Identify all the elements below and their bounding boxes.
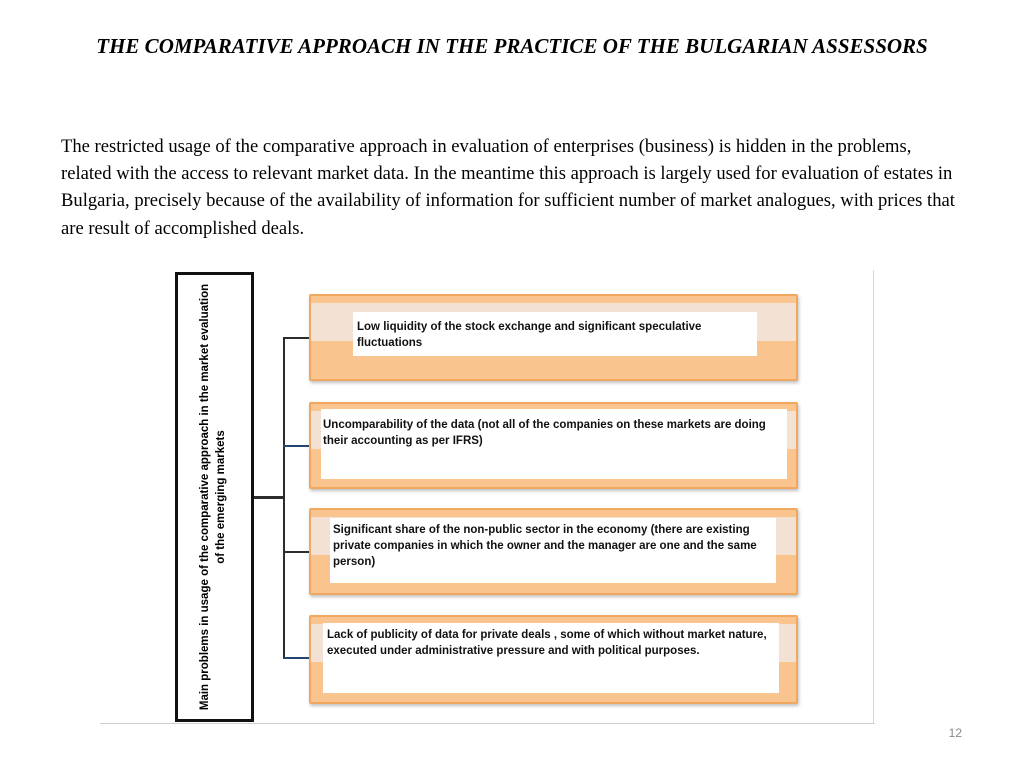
connector-branch-1 — [283, 337, 310, 339]
connector-branch-3 — [283, 551, 310, 553]
problem-text-liquidity: Low liquidity of the stock exchange and significant speculative fluctuations — [357, 321, 702, 349]
problem-text-uncomparability: Uncomparability of the data (not all of the companies on these markets are doing their accounting as per IFRS) — [323, 419, 766, 447]
connector-vertical — [283, 337, 285, 659]
problem-box-uncomparability — [309, 402, 798, 489]
problem-text-non-public-sector: Significant share of the non-public sector in the economy (there are existing private companies in which the owner and the manager are one and the same person) — [333, 524, 757, 568]
figure-border-right — [873, 270, 874, 724]
problem-box-liquidity — [309, 294, 798, 381]
connector-main-stub — [254, 496, 284, 499]
slide-title: THE COMPARATIVE APPROACH IN THE PRACTICE OF THE BULGARIAN ASSESSORS — [96, 34, 928, 58]
slide-body-text: The restricted usage of the comparative approach in evaluation of enterprises (business) is hidden in the problems, related with the access to relevant market data. In the meantime this approach is largely used for evaluation of estates in Bulgaria, precisely because of the availability of information for sufficient number of market analogues, with prices that are result of accomplished deals. — [61, 136, 955, 239]
main-problems-label: Main problems in usage of the comparative approach in the market evaluation of the emerging markets — [199, 283, 227, 711]
connector-branch-4 — [283, 657, 310, 659]
figure-border-bottom — [100, 723, 875, 724]
page-number: 12 — [948, 726, 962, 740]
problem-box-non-public-sector — [309, 508, 798, 595]
problem-box-lack-of-publicity — [309, 615, 798, 704]
problem-text-lack-of-publicity: Lack of publicity of data for private deals , some of which without market nature, executed under administrative pressure and with political purposes. — [327, 629, 767, 657]
connector-branch-2 — [283, 445, 310, 447]
